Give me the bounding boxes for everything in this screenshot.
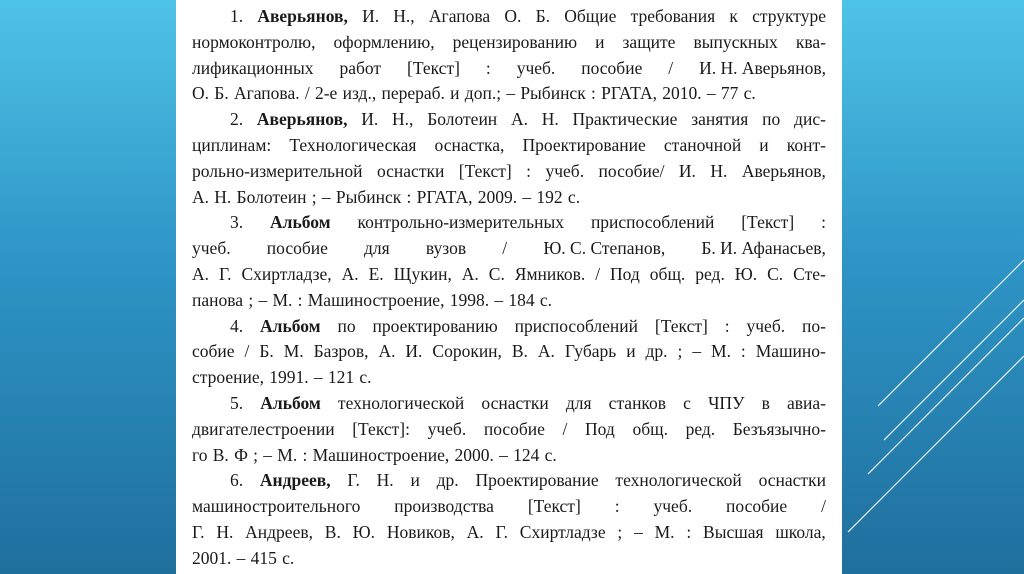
reference-word: Проектирование [475,470,599,491]
reference-word: Схиртладзе, [241,263,332,284]
reference-word: и [626,341,636,362]
reference-author: Андреев, [259,470,331,491]
reference-word: Агапова. [233,83,300,104]
reference-word: РГАТА, [601,83,657,104]
reference-word: машиностроительного [192,496,361,517]
reference-word: А. [461,263,479,284]
reference-line [192,314,826,340]
reference-line [192,468,826,494]
reference-word: И. Н. Аверьянов, [699,57,826,78]
document-page [176,0,842,574]
reference-word: др. [645,341,668,362]
reference-word: для [364,238,390,259]
reference-word: – [313,367,323,388]
reference-word: учеб. [653,496,693,517]
reference-word: В. [212,444,229,465]
reference-word: рольно-измерительной [192,160,363,181]
reference-word: В. [324,521,341,542]
reference-word: выпускных [693,31,778,52]
reference-word: / [304,83,310,104]
reference-word: А. [341,263,359,284]
reference-word: [Текст]: [352,418,410,439]
reference-word: М. [272,289,293,310]
reference-word: : [614,496,620,517]
reference-word: структуре [752,6,826,26]
reference-word: – [263,444,273,465]
reference-word: : [485,57,491,78]
reference-word: школа, [775,521,826,542]
reference-word: Рыбинск [335,186,402,207]
reference-word: И. [405,341,423,362]
reference-word: – [321,186,331,207]
reference-word: – [522,186,532,207]
reference-word: Г. [347,470,360,491]
reference-word: ЧПУ [708,392,745,413]
reference-word: пособие [726,496,788,517]
reference-word: 184 [508,289,535,310]
reference-line [192,494,826,520]
reference-word: [Текст] [527,496,581,517]
reference-word: Ф [234,444,248,465]
reference-word: Новиков, [386,521,455,542]
reference-word: 1991. [269,367,309,388]
reference-word: Г. [192,521,205,542]
reference-word: 192 [536,186,563,207]
reference-word: для [565,392,592,413]
reference-word: А. [378,341,396,362]
reference-word: по [762,109,781,130]
reference-word: – [258,289,268,310]
reference-word: занятия [691,109,749,130]
reference-word: с [683,392,691,413]
reference-word: оснастки [481,392,549,413]
reference-word: общ. [632,418,668,439]
reference-word: Технологическая [289,134,417,155]
reference-line [192,210,826,236]
reference-word: Высшая [703,521,764,542]
reference-word: М. [711,341,731,362]
reference-word: 1. [230,6,244,26]
reference-word: А. [537,341,555,362]
reference-word: ред. [695,263,725,284]
reference-word: В. [511,341,528,362]
reference-word: И. [678,160,696,181]
reference-word: пособие/ [598,160,665,181]
reference-word: Н. [541,109,559,130]
reference-word: пособие [483,418,545,439]
reference-word: и [759,134,769,155]
reference-word: Машиностроение, [312,444,450,465]
reference-word: циплинам: [192,134,272,155]
reference-item [192,314,826,391]
reference-word: РГАТА, [416,186,473,207]
reference-word: станочной [663,134,742,155]
reference-word: Болотеин [236,186,307,207]
reference-word: Под [585,418,615,439]
reference-word: 121 [327,367,355,388]
reference-word: Н., [393,6,415,26]
reference-word: / [668,57,674,78]
reference-author: Альбом [260,392,321,413]
reference-word: 2. [230,109,244,130]
reference-word: М. [283,341,304,362]
decor-line [884,300,1024,440]
reference-item [192,107,826,210]
reference-word: Ямников. [514,263,586,284]
reference-word: защите [622,31,676,52]
reference-word: ред. [685,418,716,439]
reference-list [192,4,826,572]
reference-word: С. [488,263,505,284]
reference-line [192,30,826,56]
reference-word: проектированию [372,315,498,336]
reference-line [192,107,826,133]
reference-word: А. [466,521,484,542]
reference-word: Н., [392,109,414,130]
reference-word: О. [192,83,210,104]
reference-word: по [337,315,356,336]
reference-word: учеб. [746,315,786,336]
reference-word: учеб. [427,418,467,439]
reference-word: 4. [230,315,244,336]
reference-word: Г. [218,263,232,284]
reference-author: Альбом [270,212,331,233]
reference-word: : [740,341,746,362]
reference-line [192,365,826,391]
reference-word: приспособлений [514,315,639,336]
reference-word: собие [192,341,235,362]
reference-word: оснастки [376,160,445,181]
reference-word: А. [192,263,210,284]
reference-word: / [502,238,508,259]
reference-word: [Текст] [654,315,708,336]
reference-word: 415 [250,547,277,568]
reference-word: с. [539,289,552,310]
reference-word: – [634,521,643,542]
reference-word: доп.; [464,83,502,104]
reference-word: и [410,470,420,491]
reference-word: Н. [216,521,234,542]
reference-word: пособие [266,238,328,259]
reference-word: производства [394,496,494,517]
reference-word: 2000. [454,444,494,465]
reference-word: 6. [230,470,244,491]
reference-word: И. [361,109,379,130]
reference-line [192,520,826,546]
reference-word: Сте- [793,263,826,284]
reference-word: учеб. [516,57,556,78]
reference-word: конт- [786,134,826,155]
reference-word: : [821,212,826,233]
reference-word: О. [504,6,522,26]
reference-word: М. [277,444,298,465]
reference-word: Сорокин, [432,341,502,362]
reference-word: Ю. [734,263,758,284]
reference-word: Аверьянов, [741,160,826,181]
reference-word: работ [339,57,382,78]
reference-word: / [562,418,568,439]
reference-word: и [450,83,460,104]
reference-word: рецензированию [452,31,578,52]
reference-item [192,468,826,571]
reference-item [192,4,826,107]
reference-word: Машино- [755,341,826,362]
reference-line [192,81,826,107]
reference-word: с. [359,367,372,388]
reference-word: Е. [368,263,384,284]
reference-word: технологической [337,392,465,413]
reference-word: пособие [581,57,643,78]
reference-word: : [590,83,596,104]
reference-word: с. [544,444,557,465]
reference-line [192,339,826,365]
reference-word: ; [617,521,623,542]
reference-word: – [499,444,508,465]
reference-word: технологической [615,470,742,491]
reference-word: ; [311,186,317,207]
reference-word: 1998. [449,289,490,310]
reference-word: 77 [720,83,739,104]
reference-word: станков [608,392,667,413]
reference-word: Н. [214,186,232,207]
reference-word: ; [677,341,683,362]
reference-word: нормоконтролю, [192,31,316,52]
reference-word: – [706,83,716,104]
decor-line [848,356,1024,532]
reference-word: : [724,315,730,336]
reference-word: Б. И. Афанасьев, [701,238,826,259]
reference-word: Б. [259,341,274,362]
reference-word: др. [436,470,459,491]
reference-word: : [302,444,308,465]
reference-word: С. [767,263,784,284]
reference-word: Под [610,263,640,284]
reference-word: 5. [230,392,244,413]
reference-word: : [526,160,532,181]
reference-word: [Текст] [458,160,512,181]
reference-word: дис- [794,109,826,130]
reference-word: Безъязычно- [732,418,826,439]
reference-word: А. [510,109,528,130]
reference-word: Б. [535,6,551,26]
reference-word: ква- [795,31,826,52]
reference-word: авиа- [786,392,826,413]
reference-word: 2001. [192,547,232,568]
reference-item [192,210,826,313]
reference-line [192,443,826,469]
reference-word: Андреев, [245,521,313,542]
reference-word: контрольно-измерительных [357,212,565,233]
reference-word: Агапова [428,6,491,26]
reference-word: / [244,341,250,362]
reference-line [192,185,826,211]
reference-word: И. [362,6,380,26]
reference-word: с. [567,186,581,207]
reference-word: учеб. [545,160,585,181]
reference-word: Щукин, [393,263,452,284]
reference-word: А. [192,186,210,207]
reference-word: [Текст] [407,57,460,78]
reference-word: перераб. [381,83,445,104]
reference-line [192,4,826,30]
reference-word: : [686,521,692,542]
reference-word: с. [743,83,756,104]
reference-word: Н. [710,160,728,181]
reference-word: Практические [572,109,678,130]
reference-word: Общие [564,6,617,26]
reference-word: учеб. [192,238,231,259]
reference-word: 2009. [477,186,518,207]
reference-word: 3. [230,212,244,233]
reference-line [192,417,826,443]
reference-word: – [236,547,246,568]
reference-word: ; [248,289,254,310]
reference-line [192,133,826,159]
reference-author: Аверьянов, [256,109,348,130]
reference-word: – [494,289,504,310]
reference-word: Н. [376,470,394,491]
reference-word: / [821,496,826,517]
reference-line [192,262,826,288]
reference-word: [Текст] [741,212,795,233]
reference-word: вузов [425,238,467,259]
reference-line [192,56,826,82]
reference-word: строение, [192,367,264,388]
reference-word: : [406,186,412,207]
reference-word: и [595,31,605,52]
reference-word: М. [654,521,675,542]
reference-word: оснастка, [434,134,505,155]
reference-word: панова [192,289,244,310]
reference-word: Рыбинск [520,83,586,104]
reference-word: к [729,6,738,26]
reference-word: Базров, [313,341,369,362]
reference-author: Аверьянов, [257,6,348,26]
reference-word: Б. [214,83,229,104]
reference-line [192,236,826,262]
reference-word: Г. [495,521,508,542]
reference-line [192,159,826,185]
reference-word: го [192,444,208,465]
reference-word: Ю. С. Степанов, [543,238,666,259]
decor-line [878,260,1024,406]
reference-word: с. [282,547,295,568]
reference-word: 2010. [662,83,702,104]
reference-word: в [761,392,770,413]
reference-word: изд., [342,83,377,104]
reference-word: по- [802,315,826,336]
reference-word: : [297,289,303,310]
reference-word: приспособлений [590,212,715,233]
reference-line [192,391,826,417]
reference-word: лификационных [192,57,314,78]
reference-word: Ю. [352,521,376,542]
reference-word: – [692,341,702,362]
reference-word: ; [253,444,259,465]
reference-word: Проектирование [522,134,646,155]
reference-line [192,288,826,314]
decor-line [868,318,1024,474]
reference-word: общ. [649,263,686,284]
reference-word: требования [630,6,716,26]
reference-word: 124 [513,444,540,465]
reference-word: двигателестроении [192,418,335,439]
reference-author: Альбом [260,315,321,336]
reference-word: оформлению, [333,31,435,52]
reference-word: Болотеин [427,109,498,130]
reference-word: / [595,263,601,284]
reference-word: – [506,83,516,104]
reference-word: 2-е [314,83,338,104]
reference-word: оснастки [758,470,826,491]
reference-word: Машиностроение, [307,289,445,310]
reference-word: Схиртладзе [519,521,606,542]
reference-line [192,546,826,572]
reference-item [192,391,826,468]
reference-word: Губарь [564,341,617,362]
